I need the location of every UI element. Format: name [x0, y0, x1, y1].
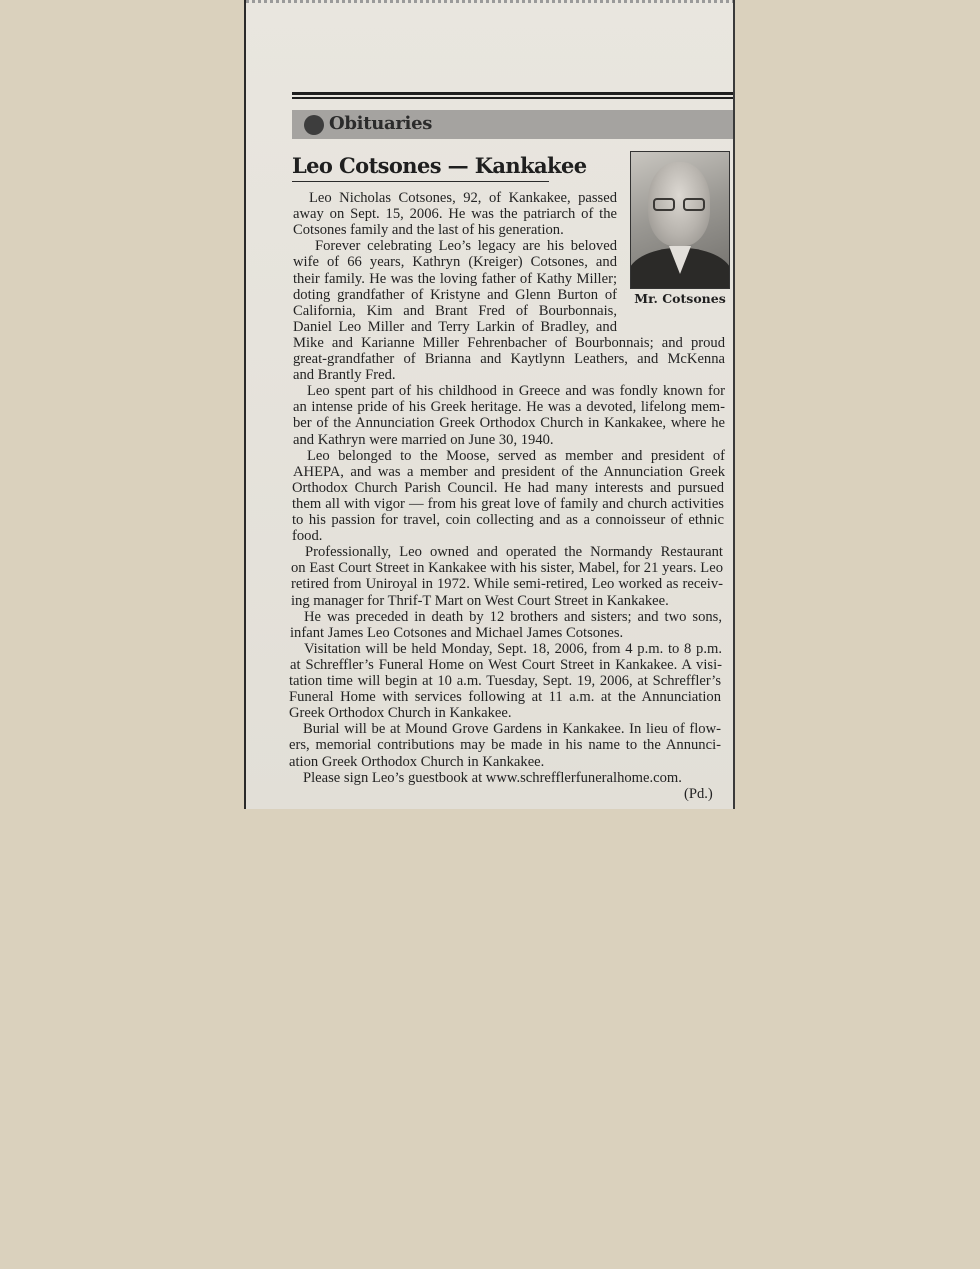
body-line: Funeral Home with services following at 11 a.m. at the Annunciation: [289, 689, 721, 706]
body-line: them all with vigor — from his great love of family and church activities: [292, 495, 724, 512]
body-line: AHEPA, and was a member and president of the Annunciation Greek: [293, 463, 725, 480]
body-line: and Brantly Fred.: [293, 367, 396, 384]
body-line: great-grandfather of Brianna and Kaytlynn Leathers, and McKenna: [293, 351, 725, 367]
body-line: Orthodox Church Parish Council. He had many interests and pursued: [292, 479, 724, 496]
body-line: retired from Uniroyal in 1972. While semi-retired, Leo worked as receiv-: [291, 576, 723, 593]
body-line: Visitation will be held Monday, Sept. 18, 2006, from 4 p.m. to 8 p.m.: [304, 640, 722, 657]
body-line: Daniel Leo Miller and Terry Larkin of Bradley, and: [293, 318, 617, 335]
body-line: Cotsones family and the last of his generation.: [293, 222, 564, 239]
body-line: Burial will be at Mound Grove Gardens in Kankakee. In lieu of flow-: [303, 721, 721, 738]
photo-caption: Mr. Cotsones: [634, 291, 726, 306]
body-line: He was preceded in death by 12 brothers and sisters; and two sons,: [304, 608, 722, 625]
body-line: to his passion for travel, coin collecting and as a connoisseur of ethnic: [292, 512, 724, 528]
obituary-body: [246, 0, 735, 809]
body-line: wife of 66 years, Kathryn (Kreiger) Cotsones, and: [293, 254, 617, 271]
body-line: an intense pride of his Greek heritage. He was a devoted, lifelong mem-: [293, 399, 725, 416]
body-line: doting grandfather of Kristyne and Glenn Burton of: [293, 286, 617, 303]
body-line: ing manager for Thrif-T Mart on West Court Street in Kankakee.: [291, 592, 669, 609]
body-line: ers, memorial contributions may be made in his name to the Annunci-: [289, 737, 721, 754]
body-line: ation Greek Orthodox Church in Kankakee.: [289, 753, 545, 770]
body-line: Leo Nicholas Cotsones, 92, of Kankakee, passed: [309, 190, 617, 206]
body-line: food.: [292, 528, 323, 545]
body-line: away on Sept. 15, 2006. He was the patriarch of the: [293, 206, 617, 223]
section-label: Obituaries: [329, 113, 433, 134]
body-line: and Kathryn were married on June 30, 1940.: [293, 431, 554, 448]
body-line: Greek Orthodox Church in Kankakee.: [289, 705, 512, 722]
body-line: Leo spent part of his childhood in Greece and was fondly known for: [307, 383, 725, 400]
body-line: California, Kim and Brant Fred of Bourbonnais,: [293, 302, 617, 319]
obituary-headline: Leo Cotsones — Kankakee: [292, 153, 587, 178]
body-line: infant James Leo Cotsones and Michael James Cotsones.: [290, 624, 624, 641]
body-line: their family. He was the loving father of Kathy Miller;: [293, 270, 617, 287]
newspaper-clipping: [244, 0, 735, 809]
body-line: Please sign Leo’s guestbook at www.schrefflerfuneralhome.com.: [303, 769, 682, 786]
body-line: Mike and Karianne Miller Fehrenbacher of Bourbonnais; and proud: [293, 334, 725, 351]
body-line: Professionally, Leo owned and operated the Normandy Restaurant: [305, 544, 723, 561]
body-line: Leo belonged to the Moose, served as member and president of: [307, 447, 725, 464]
body-line: tation time will begin at 10 a.m. Tuesday, Sept. 19, 2006, at Schreffler’s: [289, 673, 721, 689]
body-line: Forever celebrating Leo’s legacy are his beloved: [315, 238, 617, 255]
body-line: at Schreffler’s Funeral Home on West Court Street in Kankakee. A visi-: [290, 656, 722, 673]
body-line: ber of the Annunciation Greek Orthodox Church in Kankakee, where he: [293, 415, 725, 432]
body-line: on East Court Street in Kankakee with his sister, Mabel, for 21 years. Leo: [291, 560, 723, 577]
paid-notice-mark: (Pd.): [684, 786, 713, 802]
